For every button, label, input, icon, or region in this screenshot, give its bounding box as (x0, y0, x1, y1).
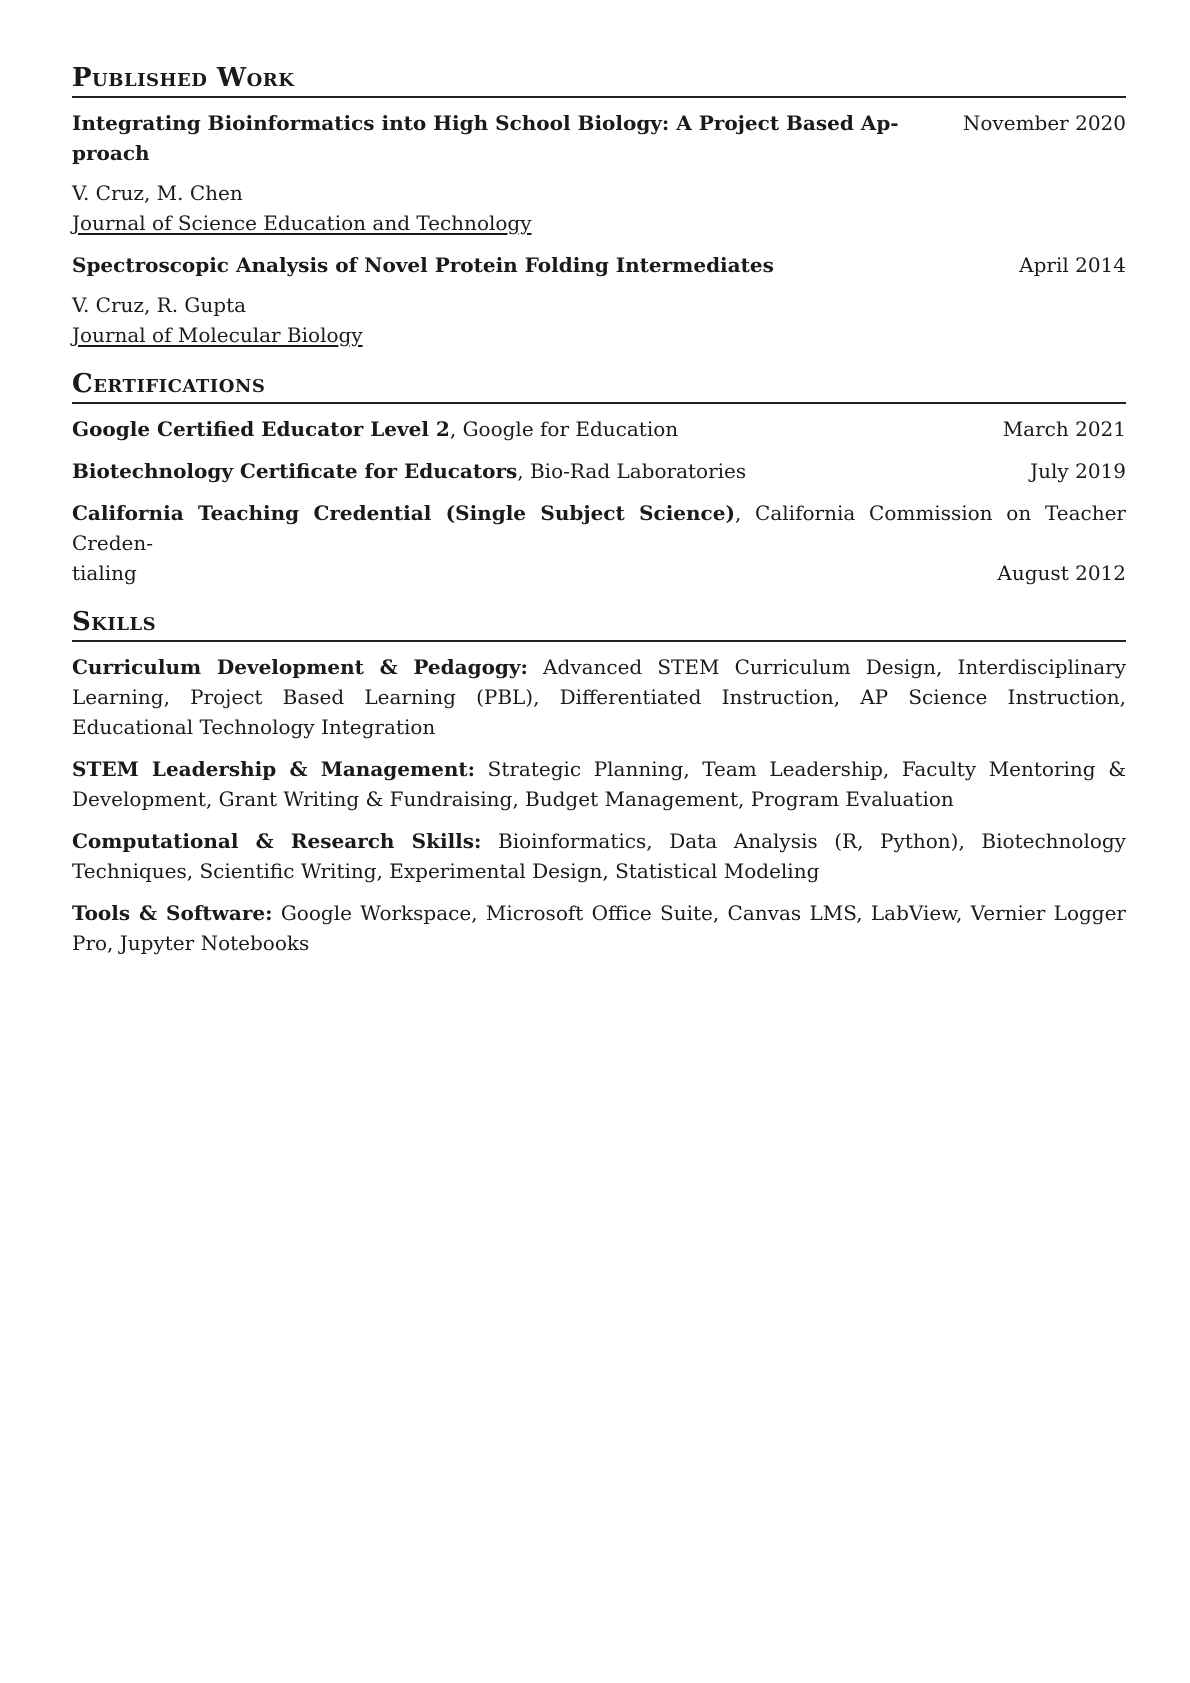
certification-name: California Teaching Credential (Single Subject Science) (72, 501, 735, 525)
skill-group-text: Bioinformatics, Data Analysis (R, Python), Biotechnology Techniques, Scientific Writing, Experimental Design, Statistical Modeling (72, 829, 1126, 883)
section-heading-skills: Skills (72, 606, 1126, 642)
skill-group-label: STEM Leadership & Management: (72, 757, 476, 781)
certification-name: Google Certified Educator Level 2 (72, 417, 450, 441)
resume-page (72, 62, 1126, 976)
skill-group (72, 652, 1126, 742)
publication-date: November 2020 (962, 111, 1126, 135)
skill-group (72, 826, 1126, 886)
skill-group (72, 754, 1126, 814)
skill-group-label: Curriculum Development & Pedagogy: (72, 655, 528, 679)
section-heading-published-work: Published Work (72, 62, 1126, 98)
publication-title-line2: proach (72, 141, 150, 165)
publication-title: Spectroscopic Analysis of Novel Protein Folding Intermediates (72, 253, 774, 277)
publication-journal-link[interactable]: Journal of Science Education and Technology (72, 211, 532, 235)
publication-authors: V. Cruz, R. Gupta (72, 293, 247, 317)
skill-group-text: Advanced STEM Curriculum Design, Interdisciplinary Learning, Project Based Learning (PBL), Differentiated Instruction, AP Science Instruction, Educational Technology Integration (72, 655, 1126, 739)
skill-group-label: Tools & Software: (72, 901, 273, 925)
publication-journal-link[interactable]: Journal of Molecular Biology (72, 323, 363, 347)
certification-issuer: , Bio-Rad Laboratories (517, 459, 747, 483)
certification-issuer-continued: tialing (72, 561, 137, 585)
certification-date: March 2021 (1002, 417, 1126, 441)
publication-entry (72, 250, 1126, 350)
certification-issuer: , Google for Education (449, 417, 679, 441)
published-work-section (72, 62, 1126, 350)
certification-issuer: , California Commission on Teacher Creden- (72, 501, 1126, 555)
publication-title (72, 108, 899, 168)
publication-title-line1: Integrating Bioinformatics into High School Biology: A Project Based Ap- (72, 111, 899, 135)
skill-group-label: Computational & Research Skills: (72, 829, 482, 853)
publication-entry (72, 108, 1126, 238)
certification-date: July 2019 (1030, 459, 1126, 483)
certifications-section (72, 368, 1126, 588)
certification-name: Biotechnology Certificate for Educators (72, 459, 518, 483)
certification-entry (72, 498, 1126, 588)
skill-group-text: Google Workspace, Microsoft Office Suite, Canvas LMS, LabView, Vernier Logger Pro, Jupyter Notebooks (72, 901, 1126, 955)
skill-group-text: Strategic Planning, Team Leadership, Faculty Mentoring & Development, Grant Writing & Fundraising, Budget Management, Program Evaluation (72, 757, 1126, 811)
certification-date: August 2012 (997, 561, 1126, 585)
publication-date: April 2014 (1019, 253, 1126, 277)
skills-section (72, 606, 1126, 958)
certification-entry (72, 414, 1126, 444)
certification-entry (72, 456, 1126, 486)
skill-group (72, 898, 1126, 958)
publication-authors: V. Cruz, M. Chen (72, 181, 243, 205)
section-heading-certifications: Certifications (72, 368, 1126, 404)
